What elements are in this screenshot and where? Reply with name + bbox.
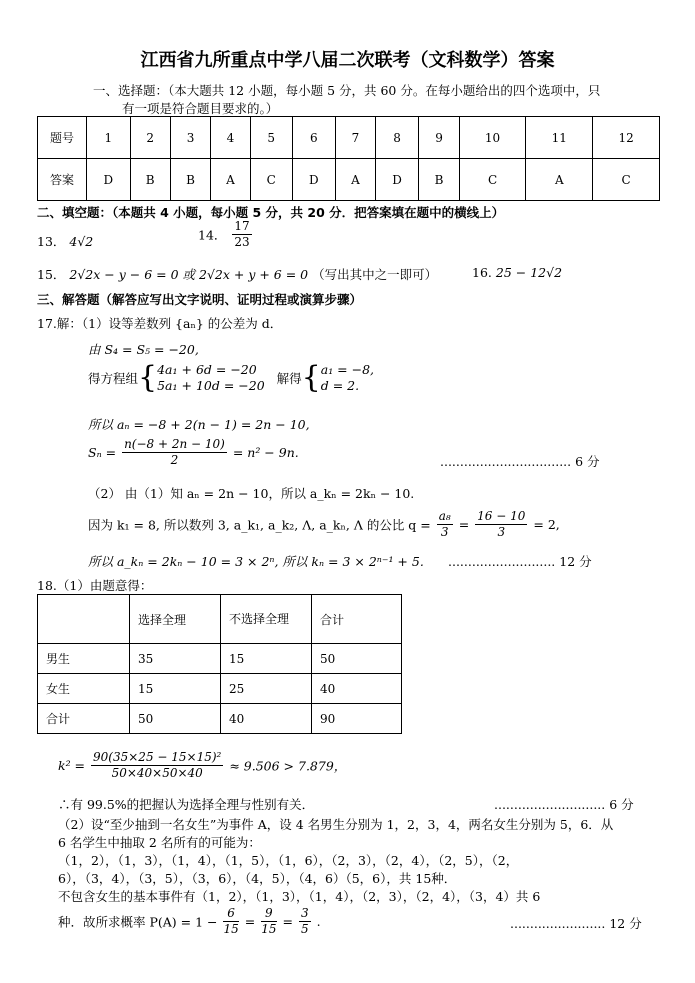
k2-formula: [58, 750, 346, 781]
table-cell: 15: [221, 644, 312, 674]
sn-fraction: [122, 437, 227, 468]
table-cell: 40: [221, 704, 312, 734]
p-numerator-2: 9: [261, 906, 276, 922]
q15-answer: 2√2x − y − 6 = 0 或 2√2x + y + 6 = 0: [69, 267, 309, 282]
answer-table-number-row: [38, 117, 660, 159]
k2-left: k² =: [58, 758, 86, 773]
p-fraction-1: [223, 906, 238, 937]
q17-sn: [88, 437, 299, 468]
table-header-cell: 不选择全理: [221, 595, 312, 644]
q17-intro: 17.解：（1）设等差数列 {aₙ} 的公差为 d．: [37, 316, 283, 331]
q-denominator-2: 3: [497, 525, 506, 539]
q17-system: 得方程组{ 4a₁ + 6d = −20 5a₁ + 10d = −20 解得{ a₁ = −8, d = 2.: [88, 360, 375, 395]
question-number: 2: [130, 117, 170, 159]
line5-prefix: 因为 k₁ = 8, 所以数列 3, a_k₁, a_k₂, Λ, a_kₙ, Λ 的公比 q =: [88, 517, 431, 533]
q18-p2-line3: （1，2），（1，3），（1，4），（1，5），（1，6），（2，3），（2，4），（2，5），（2，: [58, 853, 519, 868]
q17-line5: 因为 k₁ = 8, 所以数列 3, a_k₁, a_k₂, Λ, a_kₙ, Λ 的公比 q = $\frac{\text{a₈}}{3}$ = $\frac{16 - 10}{3}$ = 2,: [88, 509, 560, 539]
answer-cell: A: [336, 159, 376, 201]
question-number: 4: [211, 117, 251, 159]
system-eq1: 4a₁ + 6d = −20: [157, 362, 257, 377]
k2-denominator: 50×40×50×40: [111, 766, 203, 780]
table-cell: 50: [312, 644, 402, 674]
k2-numerator: 90(35×25 − 15×15)²: [93, 750, 222, 764]
table-cell: 35: [130, 644, 221, 674]
solve-equations: [321, 362, 374, 394]
question-number: 3: [170, 117, 210, 159]
q14-label: 14．: [198, 227, 227, 243]
section2-heading: 二、填空题：（本题共 4 小题，每小题 5 分，共 20 分．把答案填在题中的横线上）: [37, 205, 505, 220]
q18-conclusion: ∴有 99.5%的把握认为选择全理与性别有关．: [58, 797, 315, 812]
k2-right: ≈ 9.506 > 7.879，: [229, 758, 347, 774]
answer-cell: A: [526, 159, 593, 201]
q-denominator-1: 3: [440, 525, 449, 539]
table-row: [38, 674, 402, 704]
q17-line1: 由 S₄ = S₅ = −20,: [88, 342, 199, 357]
q17-part2: （2） 由（1）知 aₙ = 2n − 10，所以 a_kₙ = 2kₙ − 10.: [88, 486, 415, 501]
q14-denominator: 23: [234, 235, 250, 249]
q16: [472, 265, 562, 280]
answer-table-answer-row: [38, 159, 660, 201]
table-cell: 合计: [38, 704, 130, 734]
q18-score1: ............................ 6 分: [494, 797, 634, 812]
question-number: 9: [419, 117, 459, 159]
table-cell: 90: [312, 704, 402, 734]
answer-cell: B: [170, 159, 210, 201]
question-number: 6: [292, 117, 336, 159]
answer-cell: D: [87, 159, 131, 201]
question-number: 10: [459, 117, 526, 159]
answer-cell: B: [419, 159, 459, 201]
row-label-answer: 答案: [38, 159, 87, 201]
answer-cell: B: [130, 159, 170, 201]
table-row: [38, 704, 402, 734]
system-prefix: 得方程组: [88, 371, 139, 386]
q17-line3: 所以 aₙ = −8 + 2(n − 1) = 2n − 10,: [88, 417, 310, 432]
q18-p2-line4: 6），（3，4），（3，5），（3，6），（4，5），（4，6）（5，6），共 15种．: [58, 871, 457, 886]
contingency-header-row: [38, 595, 402, 644]
q-numerator-1: a₈: [438, 509, 451, 523]
q-result: = 2,: [533, 517, 560, 532]
p-denominator-1: 15: [223, 922, 239, 936]
q13-label: 13．: [37, 234, 66, 249]
question-number: 12: [593, 117, 660, 159]
q16-answer: 25 − 12√2: [495, 265, 563, 280]
answer-table: [37, 116, 660, 201]
q17-score1: ................................. 6 分: [440, 454, 600, 469]
q17-line6: 所以 a_kₙ = 2kₙ − 10 = 3 × 2ⁿ, 所以 kₙ = 3 × 2ⁿ⁻¹ + 5.: [88, 554, 424, 569]
k2-fraction: [91, 750, 223, 781]
table-cell: 女生: [38, 674, 130, 704]
solve-eq2: d = 2.: [320, 378, 360, 393]
answer-cell: C: [593, 159, 660, 201]
q15: [37, 265, 437, 283]
q14: [198, 219, 254, 250]
q15-label: 15．: [37, 267, 66, 282]
p-denominator-3: 5: [300, 922, 309, 936]
table-header-cell: 选择全理: [130, 595, 221, 644]
answer-cell: D: [375, 159, 419, 201]
q14-fraction: [232, 219, 251, 250]
section3-heading: 三、解答题（解答应写出文字说明、证明过程或演算步骤）: [37, 292, 363, 307]
table-cell: 男生: [38, 644, 130, 674]
p-fraction-2: [261, 906, 276, 937]
solve-prefix: 解得: [276, 371, 302, 386]
contingency-table: [37, 594, 402, 734]
sn-numerator: n(−8 + 2n − 10): [124, 437, 225, 451]
q13: [37, 232, 93, 250]
row-label-number: 题号: [38, 117, 87, 159]
sn-denominator: 2: [170, 453, 179, 467]
q15-note: （写出其中之一即可）: [312, 267, 438, 282]
table-cell: 50: [130, 704, 221, 734]
p-fraction-3: [299, 906, 311, 937]
question-number: 7: [336, 117, 376, 159]
table-cell: 15: [130, 674, 221, 704]
table-row: [38, 644, 402, 674]
answer-cell: D: [292, 159, 336, 201]
question-number: 1: [87, 117, 131, 159]
p-prefix: 种．故所求概率 P(A) = 1 −: [58, 914, 218, 930]
table-cell: 40: [312, 674, 402, 704]
answer-cell: C: [459, 159, 526, 201]
q18-p2-line6: 种．故所求概率 P(A) = 1 − $\frac{6}{15}$ = $\frac{9}{15}$ = $\frac{3}{5}$ .: [58, 906, 321, 936]
sn-left: Sₙ =: [88, 445, 117, 460]
system-equations: [157, 362, 265, 394]
p-numerator-1: 6: [223, 906, 238, 922]
table-header-cell: 合计: [312, 595, 402, 644]
q16-label: 16.: [472, 265, 492, 280]
q17-score2: ........................... 12 分: [448, 554, 592, 569]
q18-p2-line2: 6 名学生中抽取 2 名所有的可能为：: [58, 835, 261, 850]
p-numerator-3: 3: [300, 906, 309, 920]
q13-answer: 4√2: [69, 234, 94, 249]
answer-cell: A: [211, 159, 251, 201]
section1-heading-line2: 有一项是符合题目要求的。）: [122, 101, 279, 116]
q18-score2: ........................ 12 分: [510, 916, 642, 931]
answer-cell: C: [250, 159, 292, 201]
q18-p2-line5: 不包含女生的基本事件有（1，2），（1，3），（1，4），（2，3），（2，4），（3，4）共 6: [58, 889, 541, 904]
question-number: 11: [526, 117, 593, 159]
q-fraction-1: [437, 509, 453, 540]
section1-heading-line1: 一、选择题：（本大题共 12 小题，每小题 5 分，共 60 分。在每小题给出的四个选项中，只: [93, 83, 601, 98]
q-numerator-2: 16 − 10: [477, 509, 526, 523]
sn-right: = n² − 9n.: [232, 445, 299, 460]
q18-intro: 18.（1）由题意得：: [37, 578, 153, 593]
q18-p2-line1: （2）设“至少抽到一名女生”为事件 A，设 4 名男生分别为 1，2，3，4，两名女生分别为 5，6．从: [58, 817, 614, 832]
question-number: 5: [250, 117, 292, 159]
q14-numerator: 17: [234, 219, 250, 233]
system-eq2: 5a₁ + 10d = −20: [157, 378, 265, 393]
page-title: 江西省九所重点中学八届二次联考（文科数学）答案: [140, 50, 555, 71]
solve-eq1: a₁ = −8,: [320, 362, 375, 377]
table-header-cell: [38, 595, 130, 644]
q-fraction-2: [475, 509, 527, 540]
question-number: 8: [375, 117, 419, 159]
p-denominator-2: 15: [261, 922, 277, 936]
table-cell: 25: [221, 674, 312, 704]
